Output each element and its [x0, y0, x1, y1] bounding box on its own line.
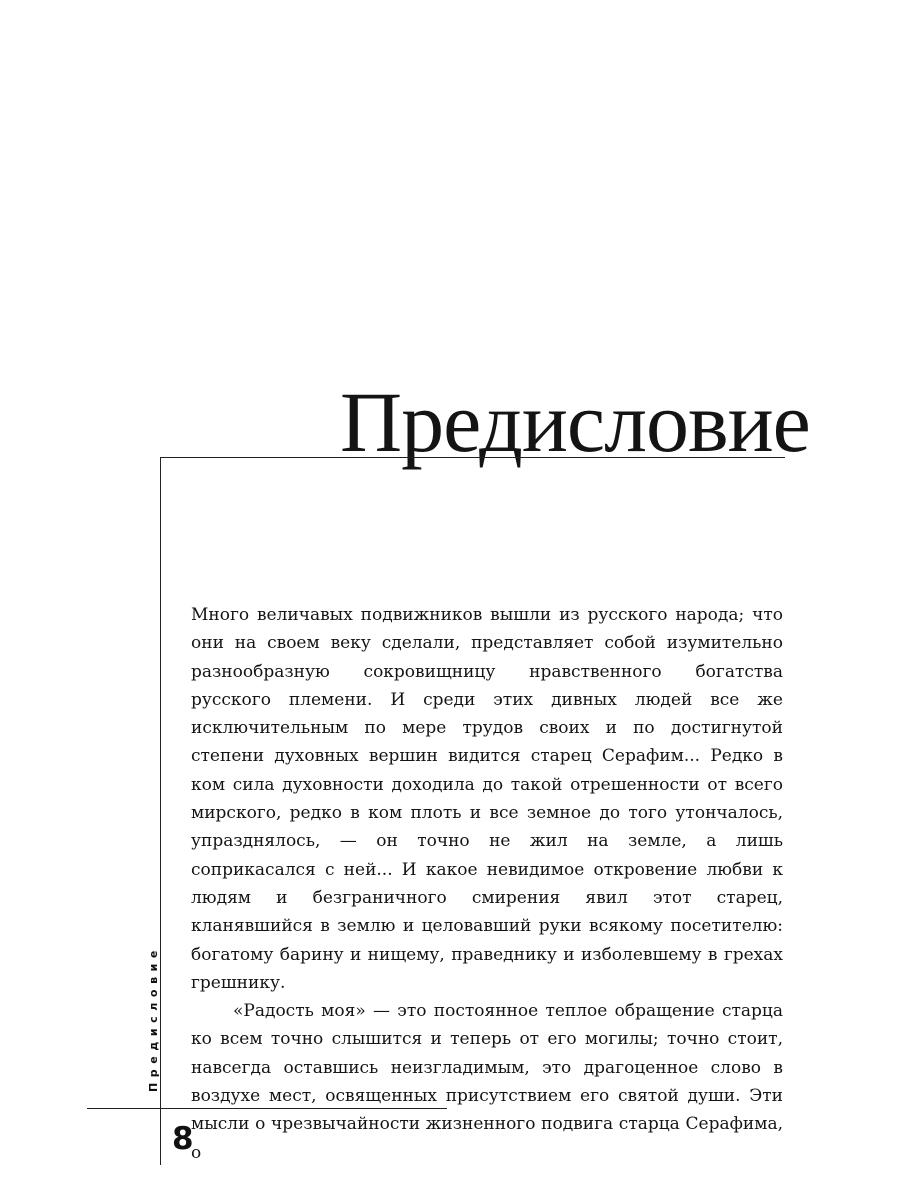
- page-number: 8: [172, 1121, 194, 1157]
- left-rule: [160, 457, 161, 1165]
- top-rule: [160, 457, 785, 458]
- paragraph-1: Много величавых подвижников вышли из русского народа; что они на своем веку сделали, представляет собой изумительно разнообразную сокровищницу нравственного богатства русского племени. И среди этих дивных людей все же исключительным по мере трудов своих и по достигнутой степени духовных вершин видится старец Серафим... Редко в ком сила духовности доходила до такой отрешенности от всего мирского, редко в ком плоть и все земное до того утончалось, упразднялось, — он точно не жил на земле, а лишь соприкасался с ней... И какое невидимое откровение любви к людям и безграничного смирения явил этот старец, кланявшийся в землю и целовавший руки всякому посетителю: богатому барину и нищему, праведнику и изболевшему в грехах грешнику.: [191, 605, 783, 993]
- body-text: [191, 601, 783, 1167]
- paragraph-2: «Радость моя» — это постоянное теплое обращение старца ко всем точно слышится и теперь от его могилы; точно стоит, навсегда оставшись неизгладимым, это драгоценное слово в воздухе мест, освященных присутствием его святой души. Эти мысли о чрезвычайности жизненного подвига старца Серафима, о: [191, 1001, 783, 1163]
- running-head: Предисловие: [147, 945, 160, 1092]
- chapter-title: Предисловие: [340, 374, 810, 470]
